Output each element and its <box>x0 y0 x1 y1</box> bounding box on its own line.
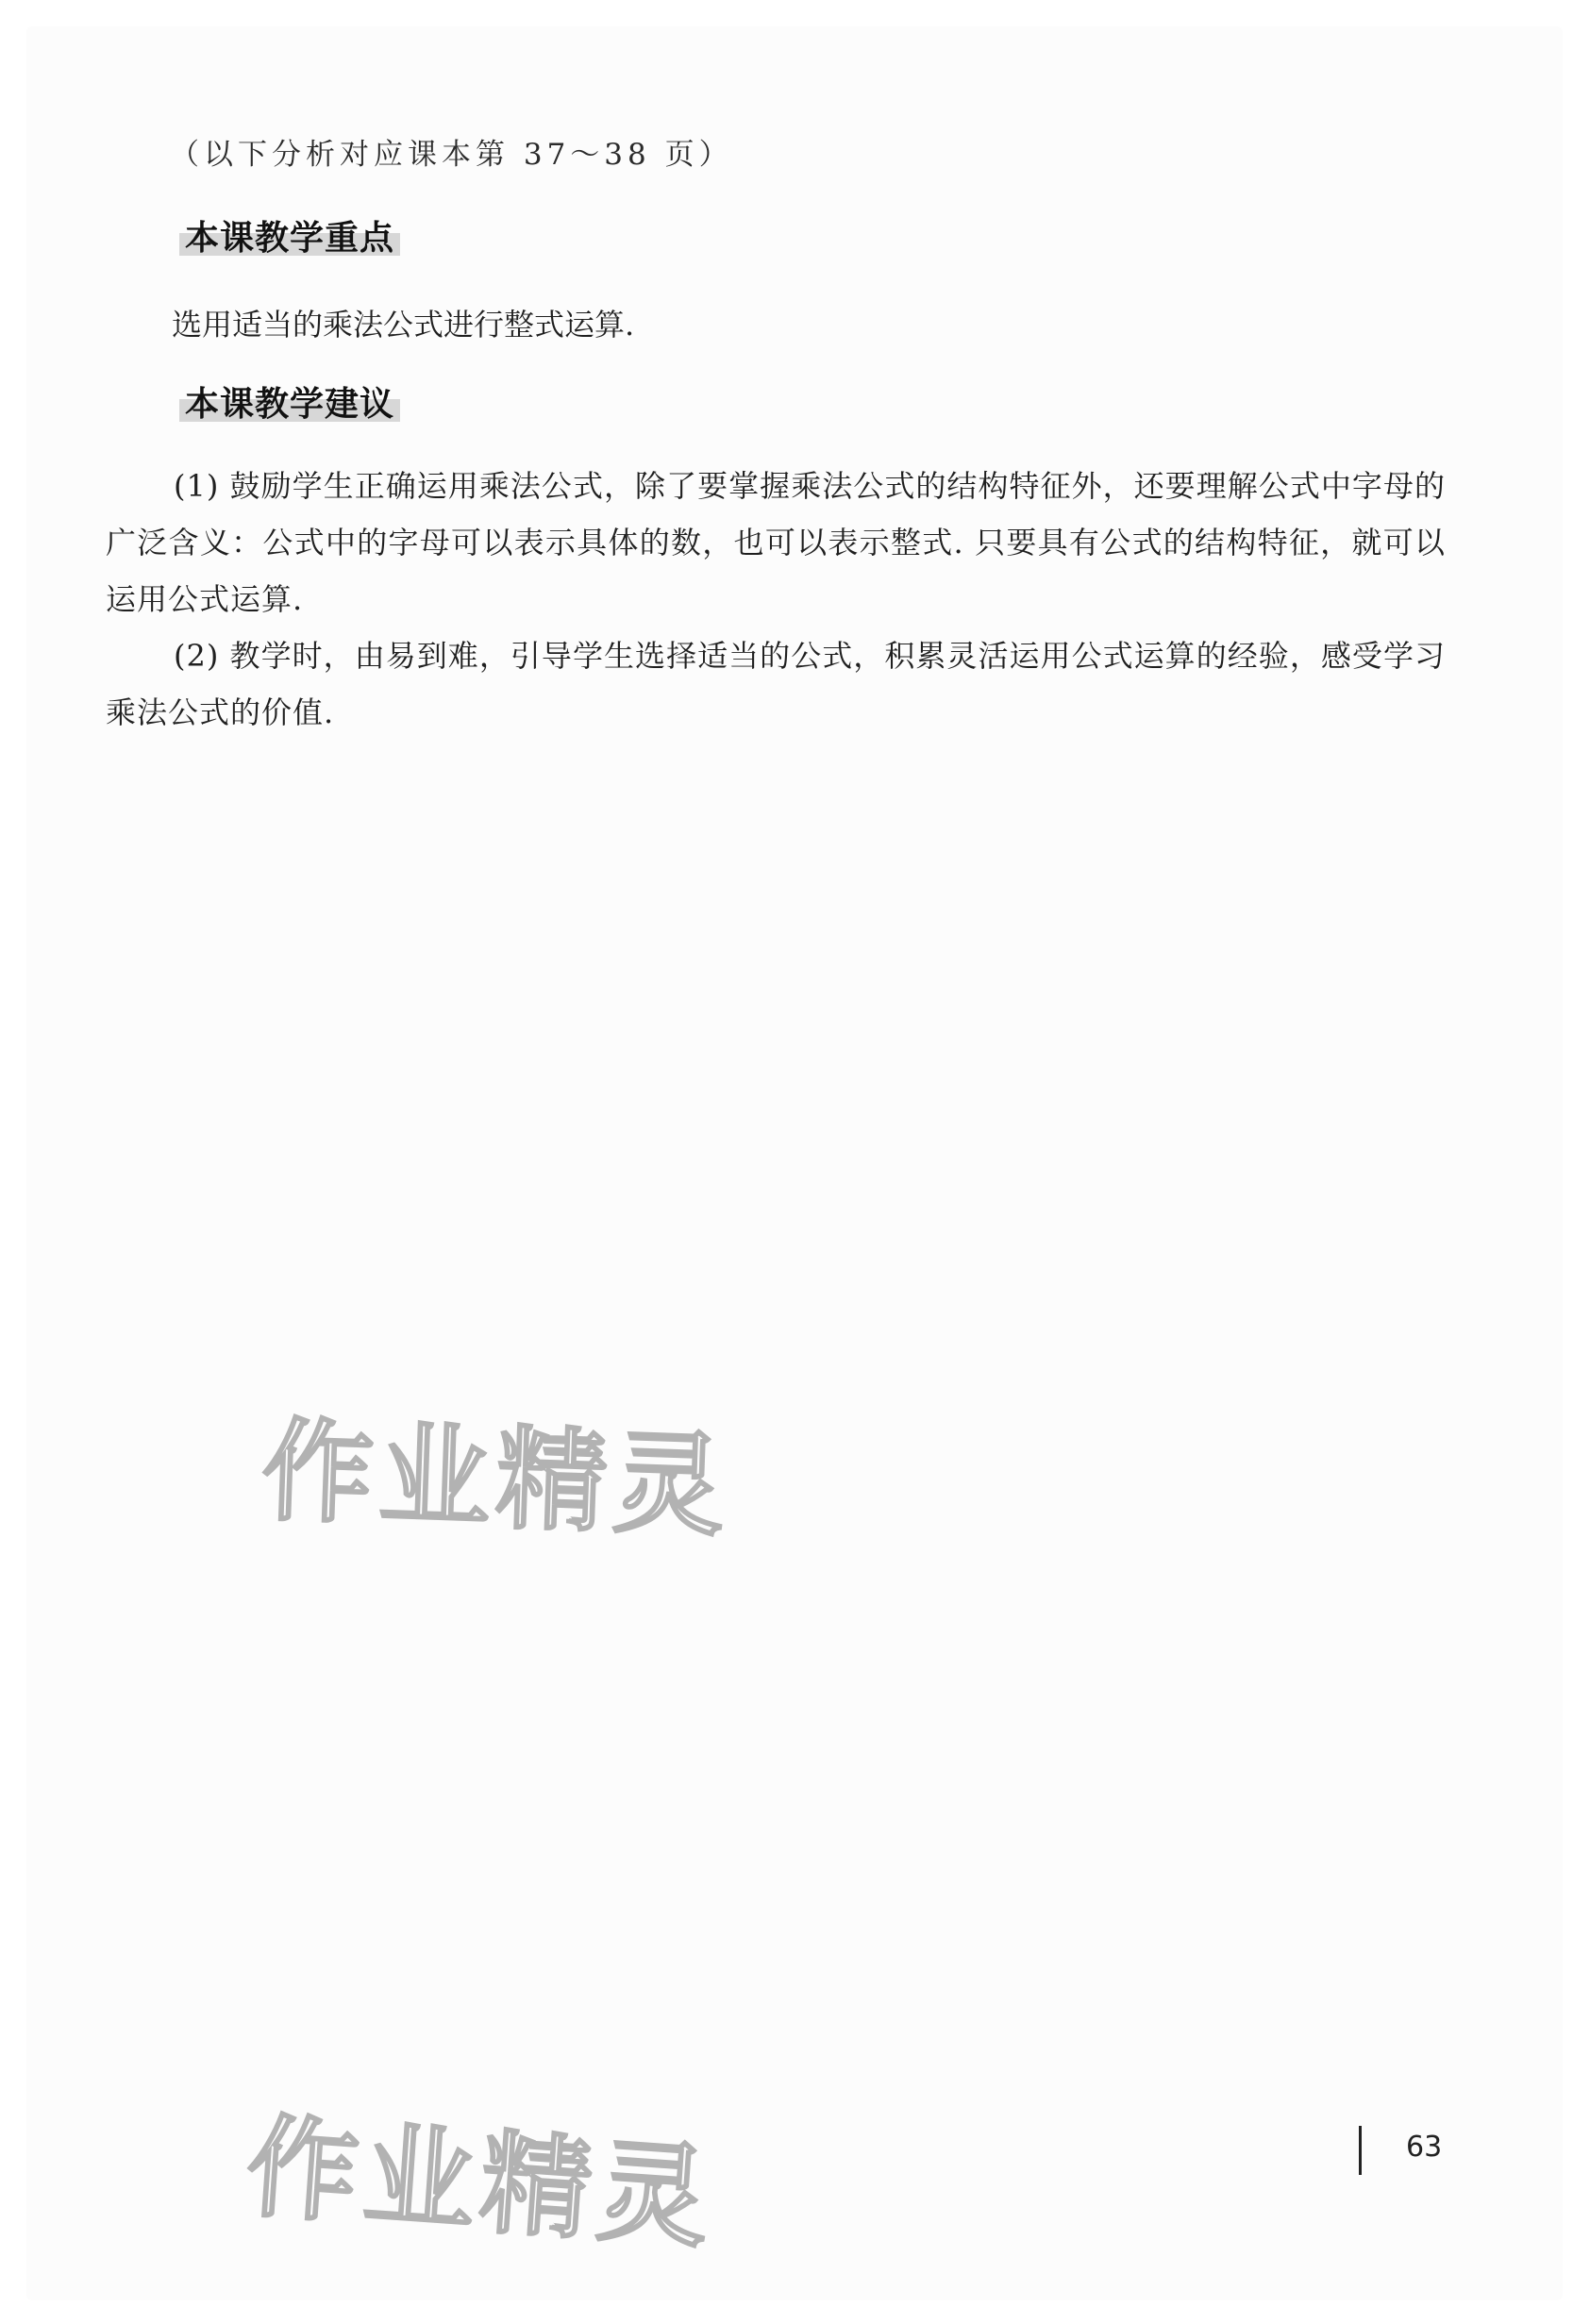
key-points-text: 选用适当的乘法公式进行整式运算. <box>172 307 635 343</box>
section-heading-key-points: 本课教学重点 <box>179 211 400 259</box>
page-number-divider <box>1359 2126 1362 2175</box>
section-heading-suggestions: 本课教学建议 <box>179 377 400 426</box>
watermark-logo: 作业精灵 <box>243 2100 719 2265</box>
page-background <box>26 26 1563 2300</box>
watermark-logo: 作业精灵 <box>259 1405 732 1552</box>
suggestion-paragraph-1: (1) 鼓励学生正确运用乘法公式，除了要掌握乘法公式的结构特征外，还要理解公式中字母的广泛含义：公式中的字母可以表示具体的数，也可以表示整式. 只要具有公式的结构特征，就可以运用公式运算. <box>106 468 1446 617</box>
suggestion-paragraph-2: (2) 教学时，由易到难，引导学生选择适当的公式，积累灵活运用公式运算的经验，感受学习乘法公式的价值. <box>106 638 1446 730</box>
textbook-page-note: （以下分析对应课本第 37～38 页） <box>170 138 733 172</box>
page-number: 63 <box>1406 2131 1443 2164</box>
